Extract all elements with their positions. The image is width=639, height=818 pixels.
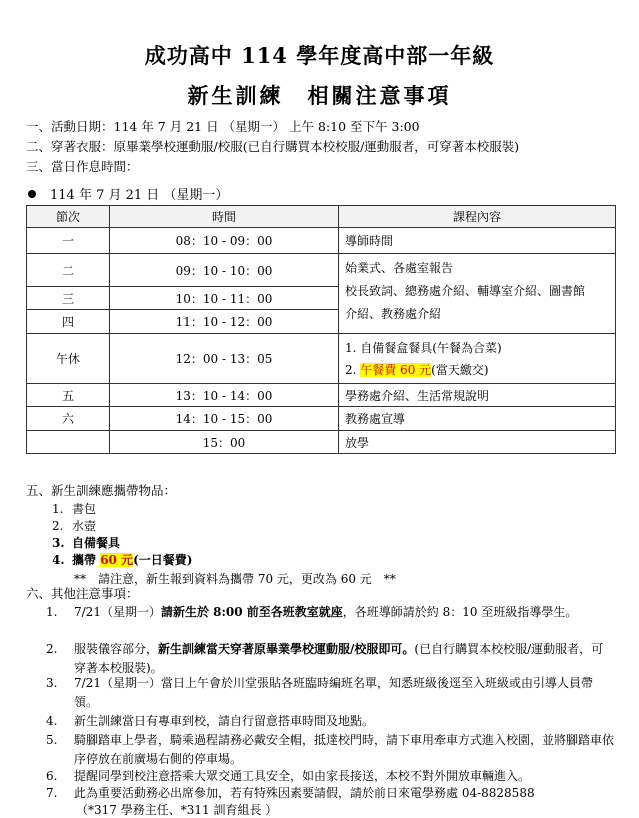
note-text: 騎腳踏車上學者，騎乘過程請務必戴安全帽，抵達校門時，請下車用牽車方式進入校園，並將腳踏車依序停放在前廣場右側的停車場。 — [74, 733, 615, 766]
note-text — [74, 603, 614, 622]
note-number: 6. — [46, 769, 58, 783]
content-cell: 導師時間 — [339, 228, 616, 254]
date-bullet — [28, 184, 228, 203]
time-cell: 11：10 - 12：00 — [110, 310, 339, 334]
content-line: 介紹、教務處介紹 — [345, 307, 442, 321]
subtitle-part1: 新生訓練 — [187, 83, 284, 108]
money-highlight: 60 元 — [100, 553, 134, 567]
period-cell — [27, 431, 110, 454]
header-time: 時間 — [110, 206, 339, 228]
content-cell: 教務處宣導 — [339, 407, 616, 431]
item-text: 水壺 — [72, 519, 97, 533]
item-text-rest: (一日餐費) — [133, 553, 193, 567]
note-rest: ，各班導師請於約 8：10 至班級指導學生。 — [342, 605, 578, 619]
table-row — [27, 407, 616, 431]
note-number: 7. — [46, 786, 58, 800]
note-text: 提醒同學到校注意搭乘大眾交通工具安全，如由家長接送，本校不對外開放車輛進入。 — [74, 769, 531, 783]
list-item — [52, 500, 96, 517]
item-number: 3. — [52, 536, 65, 550]
activity-date: 一、活動日期：114 年 7 月 21 日 （星期一） 上午 8:10 至下午 3:00 — [26, 119, 420, 134]
list-item — [52, 551, 192, 568]
period-cell: 午休 — [27, 334, 110, 384]
dress-code: 二、穿著衣服：原畢業學校運動服/校服(已自行購買本校校服/運動服者，可穿著本校服裝) — [26, 139, 520, 154]
period-cell: 四 — [27, 310, 110, 334]
time-cell: 08：10 - 09：00 — [110, 228, 339, 254]
note-bold: 請新生於 8:00 前至各班教室就座 — [160, 605, 343, 619]
document-title: 成功高中 114 學年度高中部一年級 — [144, 43, 495, 68]
item-number: 1. — [52, 502, 64, 516]
table-row — [27, 384, 616, 407]
lunch-line-2-rest: (當天繳交) — [431, 362, 489, 377]
note-number: 1. — [46, 605, 58, 619]
note-number: 2. — [46, 642, 58, 656]
item-text: 攜帶 — [72, 553, 101, 567]
note-bold: 新生訓練當天穿著原畢業學校運動服/校服即可。 — [158, 642, 415, 656]
schedule-heading: 三、當日作息時間： — [26, 159, 139, 174]
time-cell: 13：10 - 14：00 — [110, 384, 339, 407]
note-line: ** 請注意，新生報到資料為攜帶 70 元，更改為 60 元 ** — [74, 572, 396, 586]
note-text: 7/21（星期一）當日上午會於川堂張貼各班臨時編班名單，知悉班級後逕至入班級或由引導人員帶領。 — [74, 676, 593, 709]
lunch-content-cell — [339, 334, 616, 384]
content-cell: 放學 — [339, 431, 616, 454]
table-header-row — [27, 206, 616, 228]
content-line: 始業式、各處室報告 — [345, 261, 454, 275]
note-text — [74, 640, 614, 678]
header-period: 節次 — [27, 206, 110, 228]
subtitle-part2: 相關注意事項 — [307, 83, 452, 108]
note-text: 此為重要活動務必出席參加，若有特殊因素要請假，請於前日來電學務處 04-8828588 — [74, 786, 535, 800]
contact-extensions: （*317 學務主任、*311 訓育組長 ） — [76, 803, 278, 817]
notes-heading: 六、其他注意事項： — [26, 586, 139, 601]
time-cell: 12：00 - 13：05 — [110, 334, 339, 384]
time-cell: 14：10 - 15：00 — [110, 407, 339, 431]
item-number: 2. — [52, 519, 64, 533]
header-content: 課程內容 — [339, 206, 616, 228]
list-item — [52, 517, 96, 534]
period-cell: 三 — [27, 287, 110, 310]
period-cell: 六 — [27, 407, 110, 431]
merged-content-cell — [339, 254, 616, 334]
content-line: 校長致詞、總務處介紹、輔導室介紹、圖書館 — [345, 284, 586, 298]
lunch-line-2-num: 2. — [345, 362, 361, 377]
schedule-table — [26, 205, 616, 454]
items-heading: 五、新生訓練應攜帶物品： — [26, 483, 177, 498]
item-text: 自備餐具 — [72, 536, 121, 550]
time-cell: 15：00 — [110, 431, 339, 454]
table-row — [27, 228, 616, 254]
item-text: 書包 — [72, 502, 97, 516]
document-subtitle — [0, 80, 639, 110]
note-date: 7/21（星期一） — [74, 605, 161, 619]
lunch-line-1: 1. 自備餐盒餐具(午餐為合菜) — [345, 340, 502, 355]
table-row — [27, 431, 616, 454]
note-number: 3. — [46, 676, 58, 690]
note-text: 新生訓練當日有專車到校，請自行留意搭車時間及地點。 — [74, 714, 375, 728]
note-rest: (已自行購買本校校服/運動服者，可穿著本校服裝)。 — [74, 642, 604, 675]
period-cell: 五 — [27, 384, 110, 407]
lunch-fee-highlight: 午餐費 60 元 — [360, 362, 432, 377]
note-number: 4. — [46, 714, 58, 728]
date-bullet-text: 114 年 7 月 21 日 （星期一） — [50, 188, 229, 203]
lunch-line-2 — [345, 359, 609, 381]
list-item — [52, 534, 120, 551]
note-lead: 服裝儀容部分， — [74, 642, 159, 656]
time-cell: 10：10 - 11：00 — [110, 287, 339, 310]
note-number: 5. — [46, 733, 58, 747]
item-number: 4. — [52, 553, 65, 567]
bullet-icon — [28, 190, 36, 198]
period-cell: 二 — [27, 254, 110, 287]
time-cell: 09：10 - 10：00 — [110, 254, 339, 287]
table-row — [27, 334, 616, 384]
period-cell: 一 — [27, 228, 110, 254]
content-cell: 學務處介紹、生活常規說明 — [339, 384, 616, 407]
table-row — [27, 254, 616, 287]
